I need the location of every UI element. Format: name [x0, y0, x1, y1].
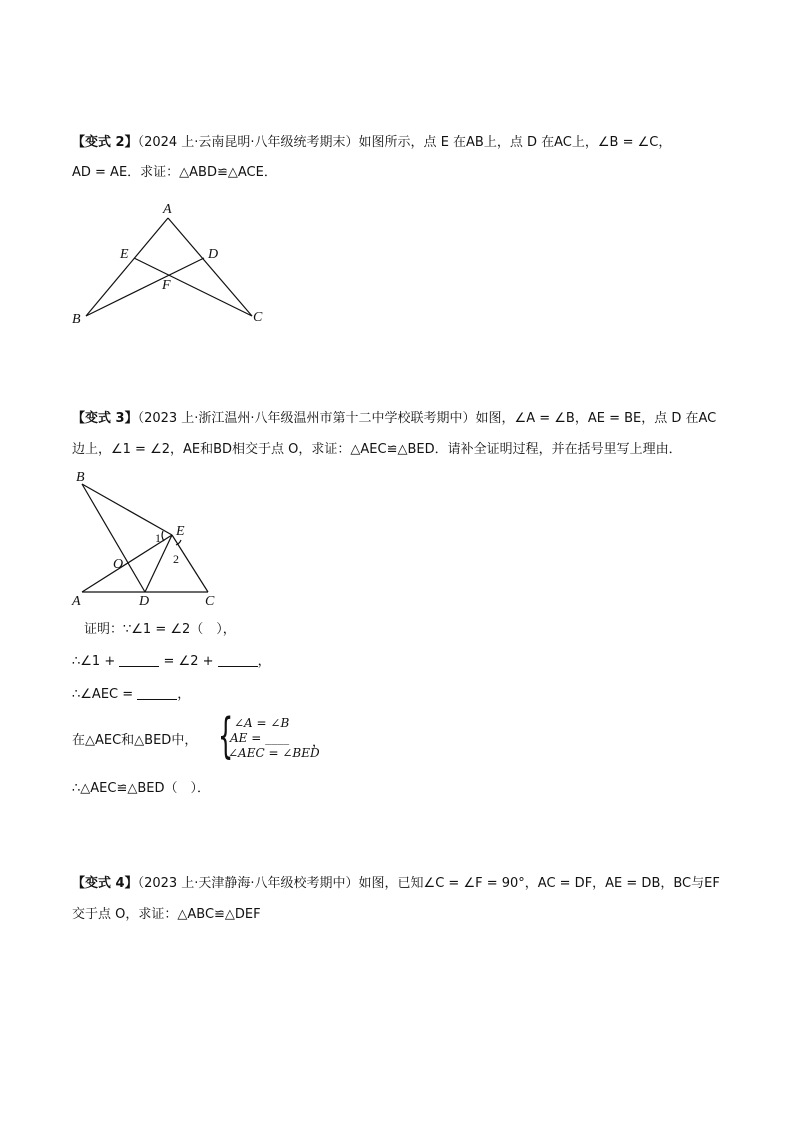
proof-line-3a: ∴∠AEC =: [72, 687, 134, 702]
label-angle-2: 2: [173, 552, 179, 566]
label-a: A: [72, 594, 81, 609]
system-line-1: ∠A = ∠B: [234, 716, 290, 730]
proof-line-2b: = ∠2 +: [163, 654, 214, 669]
label-o: O: [113, 557, 124, 572]
proof-line-2a: ∴∠1 +: [72, 654, 116, 669]
problem-2-line-2: AD = AE．求证：△ABD≌△ACE．: [72, 165, 277, 180]
label-b: B: [76, 470, 85, 485]
proof-line-4: 在△AEC和△BED中，: [72, 733, 198, 748]
proof-line-3: [72, 686, 190, 704]
problem-4-line-2: 交于点 O，求证：△ABC≌△DEF: [72, 907, 261, 922]
problem-4-tag: 【变式 4】: [72, 876, 138, 891]
problem-2-tag: 【变式 2】: [72, 135, 138, 150]
system-line-2[interactable]: AE = ____: [230, 731, 290, 745]
label-d: D: [208, 247, 219, 262]
answer-blank-1[interactable]: [119, 654, 159, 667]
problem-4-text-1: （2023 上·天津静海·八年级校考期中）如图，已知∠C = ∠F = 90°，AC = DF，AE = DB，BC与EF: [137, 876, 720, 891]
proof-line-2c: ，: [257, 654, 271, 669]
segment-bd: [82, 484, 145, 592]
label-e: E: [120, 247, 129, 262]
brace-icon: {: [218, 708, 234, 764]
proof-line-4-comma: ，: [312, 735, 326, 750]
problem-3-text-1: （2023 上·浙江温州·八年级温州市第十二中学校联考期中）如图，∠A = ∠B，AE = BE，点 D 在AC: [137, 411, 717, 426]
proof-line-5: ∴△AEC≌△BED（ ）．: [72, 781, 210, 796]
proof-line-1: 证明：∵∠1 = ∠2（ ），: [84, 622, 236, 637]
angle-1-arc: [162, 531, 164, 541]
proof-line-2: [72, 653, 271, 671]
label-b: B: [72, 312, 81, 327]
label-angle-1: 1: [155, 531, 161, 545]
label-d: D: [139, 594, 150, 609]
segment-be: [82, 484, 172, 535]
label-e: E: [176, 524, 185, 539]
label-f: F: [162, 278, 171, 293]
answer-blank-2[interactable]: [218, 654, 258, 667]
label-c: C: [205, 594, 215, 609]
label-a: A: [163, 202, 172, 217]
system-line-3: ∠AEC = ∠BED: [228, 746, 320, 760]
problem-2-text-1: （2024 上·云南昆明·八年级统考期末）如图所示，点 E 在AB上，点 D 在AC上，∠B = ∠C，: [137, 135, 672, 150]
problem-3-line-2: 边上，∠1 = ∠2，AE和BD相交于点 O，求证：△AEC≌△BED．请补全证明过程，并在括号里写上理由．: [72, 442, 682, 457]
label-c: C: [253, 310, 263, 325]
problem-4-line-1: [72, 875, 720, 893]
answer-blank-3[interactable]: [137, 687, 177, 700]
proof-line-3b: ，: [177, 687, 191, 702]
problem-3-tag: 【变式 3】: [72, 411, 138, 426]
